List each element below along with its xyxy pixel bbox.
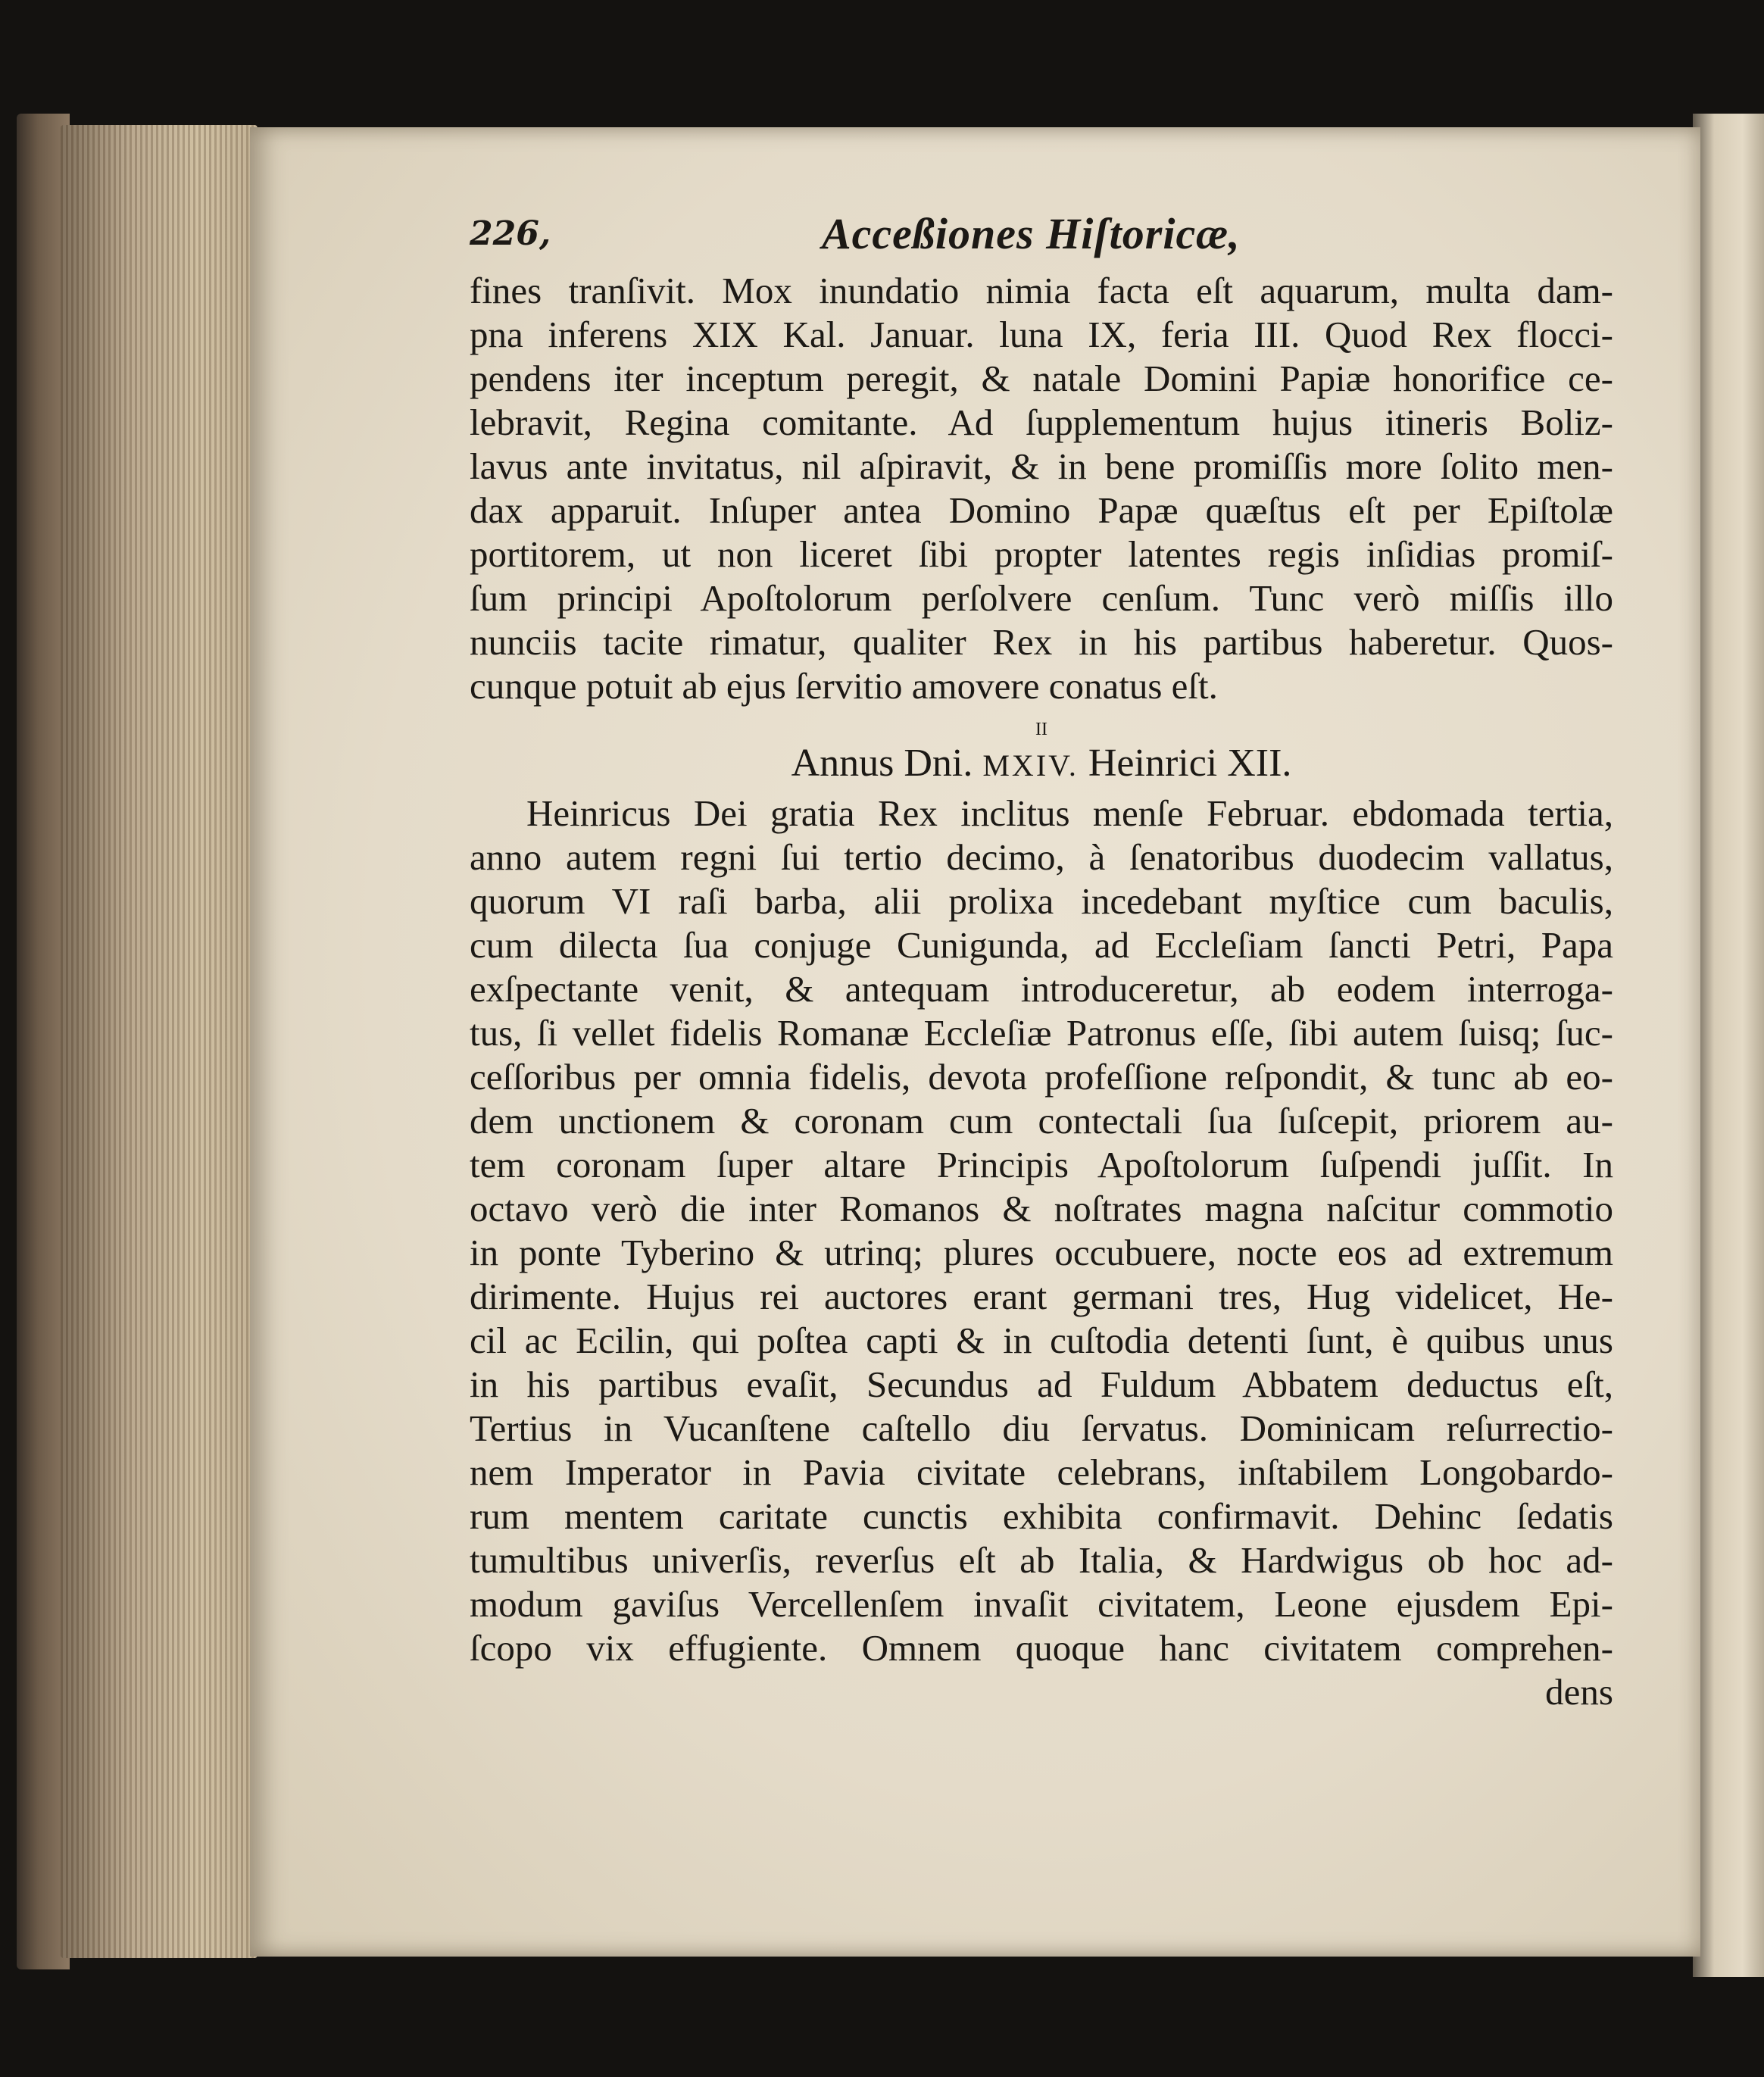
text-line: modum gaviſus Vercellenſem invaſit civitatem, Leone ejusdem Epi- bbox=[470, 1583, 1613, 1625]
text-line: ſcopo vix effugiente. Omnem quoque hanc civitatem comprehen- bbox=[470, 1627, 1613, 1669]
text-line: ſum principi Apoſtolorum perſolvere cenſum. Tunc verò miſſis illo bbox=[470, 577, 1613, 619]
heading-year: MXIV. bbox=[982, 748, 1079, 782]
text-line: in his partibus evaſit, Secundus ad Fuldum Abbatem deductus eſt, bbox=[470, 1363, 1613, 1405]
text-line: tem coronam ſuper altare Principis Apoſtolorum ſuſpendi juſſit. In bbox=[470, 1144, 1613, 1185]
text-line: pna inferens XIX Kal. Januar. luna IX, feria III. Quod Rex flocci- bbox=[470, 314, 1613, 355]
text-line: lavus ante invitatus, nil aſpiravit, & in bene promiſſis more ſolito men- bbox=[470, 445, 1613, 487]
text-line: dirimente. Hujus rei auctores erant germani tres, Hug videlicet, He- bbox=[470, 1276, 1613, 1317]
text-line: dem unctionem & coronam cum contectali ſua ſuſcepit, priorem au- bbox=[470, 1100, 1613, 1142]
text-line: exſpectante venit, & antequam introduceretur, ab eodem interroga- bbox=[470, 968, 1613, 1010]
text-line: lebravit, Regina comitante. Ad ſupplementum hujus itineris Boliz- bbox=[470, 401, 1613, 443]
text-line: nunciis tacite rimatur, qualiter Rex in his partibus haberetur. Quos- bbox=[470, 621, 1613, 663]
text-line: quorum VI raſi barba, alii prolixa incedebant myſtice cum baculis, bbox=[470, 880, 1613, 922]
text-line: cum dilecta ſua conjuge Cunigunda, ad Eccleſiam ſancti Petri, Papa bbox=[470, 924, 1613, 966]
text-line: cil ac Ecilin, qui poſtea capti & in cuſtodia detenti ſunt, è quibus unus bbox=[470, 1320, 1613, 1361]
heading-suffix: Heinrici XII. bbox=[1088, 742, 1292, 785]
text-line: ceſſoribus per omnia fidelis, devota profeſſione reſpondit, & tunc ab eo- bbox=[470, 1056, 1613, 1098]
text-line: rum mentem caritate cunctis exhibita confirmavit. Dehinc ſedatis bbox=[470, 1495, 1613, 1537]
paragraph-1 bbox=[470, 269, 1613, 708]
text-line: portitorem, ut non liceret ſibi propter latentes regis inſidias promiſ- bbox=[470, 533, 1613, 575]
page-content bbox=[470, 201, 1613, 1714]
text-line: octavo verò die inter Romanos & noſtrates magna naſcitur commotio bbox=[470, 1188, 1613, 1229]
section-heading bbox=[470, 740, 1613, 787]
page-number: 226, bbox=[470, 214, 551, 253]
page-stack-edge bbox=[61, 125, 258, 1958]
facing-page-edge bbox=[1693, 114, 1764, 1977]
section-mark: II bbox=[1035, 720, 1047, 739]
text-line: nem Imperator in Pavia civitate celebrans, inſtabilem Longobardo- bbox=[470, 1451, 1613, 1493]
running-title: Acceßiones Hiſtoricæ, bbox=[822, 209, 1241, 258]
running-head bbox=[470, 201, 1613, 269]
heading-prefix: Annus Dni. bbox=[791, 742, 973, 785]
text-line: anno autem regni ſui tertio decimo, à ſenatoribus duodecim vallatus, bbox=[470, 836, 1613, 878]
paragraph-2 bbox=[470, 792, 1613, 1670]
text-line: tus, ſi vellet fidelis Romanæ Eccleſiæ Patronus eſſe, ſibi autem ſuisq; ſuc- bbox=[470, 1012, 1613, 1054]
text-line: cunque potuit ab ejus ſervitio amovere conatus eſt. bbox=[470, 665, 1218, 707]
text-line: fines tranſivit. Mox inundatio nimia facta eſt aquarum, multa dam- bbox=[470, 270, 1613, 311]
text-line: dax apparuit. Inſuper antea Domino Papæ quæſtus eſt per Epiſtolæ bbox=[470, 489, 1613, 531]
catchword: dens bbox=[1545, 1671, 1613, 1713]
text-line: Heinricus Dei gratia Rex inclitus menſe Februar. ebdomada tertia, bbox=[526, 792, 1613, 834]
text-line: in ponte Tyberino & utrinq; plures occubuere, nocte eos ad extremum bbox=[470, 1232, 1613, 1273]
text-line: pendens iter inceptum peregit, & natale Domini Papiæ honorifice ce- bbox=[470, 358, 1613, 399]
text-line: Tertius in Vucanſtene caſtello diu ſervatus. Dominicam reſurrectio- bbox=[470, 1407, 1613, 1449]
text-line: tumultibus univerſis, reverſus eſt ab Italia, & Hardwigus ob hoc ad- bbox=[470, 1539, 1613, 1581]
